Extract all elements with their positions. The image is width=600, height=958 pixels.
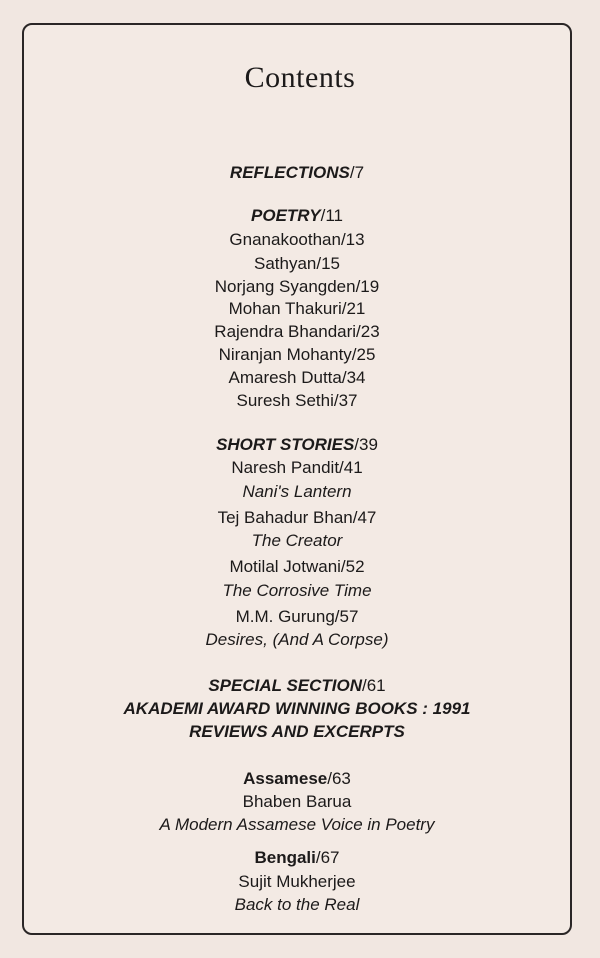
poetry-item[interactable]: Niranjan Mohanty/25 bbox=[218, 345, 376, 364]
story-author[interactable]: Motilal Jotwani/52 bbox=[229, 557, 365, 576]
assamese-page: /63 bbox=[327, 769, 351, 788]
special-section-page: /61 bbox=[362, 676, 386, 695]
reflections-label: REFLECTIONS bbox=[229, 163, 350, 182]
bengali-author[interactable]: Sujit Mukherjee bbox=[238, 872, 356, 891]
poetry-item[interactable]: Gnanakoothan/13 bbox=[229, 230, 365, 249]
bengali-label: Bengali bbox=[254, 848, 316, 867]
reflections-entry[interactable] bbox=[22, 163, 572, 183]
short-stories-heading[interactable] bbox=[22, 435, 572, 455]
story-title: Desires, (And A Corpse) bbox=[205, 630, 389, 649]
story-title: The Corrosive Time bbox=[222, 581, 372, 600]
poetry-item[interactable]: Norjang Syangden/19 bbox=[214, 277, 380, 296]
poetry-item[interactable]: Rajendra Bhandari/23 bbox=[214, 322, 380, 341]
bengali-page: /67 bbox=[315, 848, 340, 867]
story-author[interactable]: M.M. Gurung/57 bbox=[235, 607, 359, 626]
assamese-title: A Modern Assamese Voice in Poetry bbox=[159, 815, 435, 834]
poetry-item[interactable]: Suresh Sethi/37 bbox=[236, 391, 358, 410]
poetry-heading[interactable] bbox=[22, 206, 572, 226]
reflections-page: /7 bbox=[349, 163, 365, 182]
story-author[interactable]: Naresh Pandit/41 bbox=[231, 458, 363, 477]
page-title: Contents bbox=[244, 61, 356, 94]
story-author[interactable]: Tej Bahadur Bhan/47 bbox=[217, 508, 377, 527]
short-stories-label: SHORT STORIES bbox=[216, 435, 355, 454]
story-title: The Creator bbox=[251, 531, 343, 550]
story-title: Nani's Lantern bbox=[242, 482, 352, 501]
special-section-heading[interactable] bbox=[22, 676, 572, 696]
assamese-author[interactable]: Bhaben Barua bbox=[242, 792, 352, 811]
bengali-heading[interactable] bbox=[22, 848, 572, 868]
assamese-heading[interactable] bbox=[22, 769, 572, 789]
poetry-page: /11 bbox=[320, 206, 343, 225]
bengali-title: Back to the Real bbox=[234, 895, 360, 914]
special-section-label: SPECIAL SECTION bbox=[208, 676, 362, 695]
assamese-label: Assamese bbox=[243, 769, 328, 788]
poetry-item[interactable]: Amaresh Dutta/34 bbox=[228, 368, 366, 387]
poetry-item[interactable]: Sathyan/15 bbox=[253, 254, 340, 273]
special-section-subtitle-2: REVIEWS AND EXCERPTS bbox=[189, 722, 405, 741]
short-stories-page: /39 bbox=[354, 435, 378, 454]
poetry-label: POETRY bbox=[251, 206, 321, 225]
special-section-subtitle: AKADEMI AWARD WINNING BOOKS : 1991 bbox=[123, 699, 471, 718]
poetry-item[interactable]: Mohan Thakuri/21 bbox=[228, 299, 366, 318]
